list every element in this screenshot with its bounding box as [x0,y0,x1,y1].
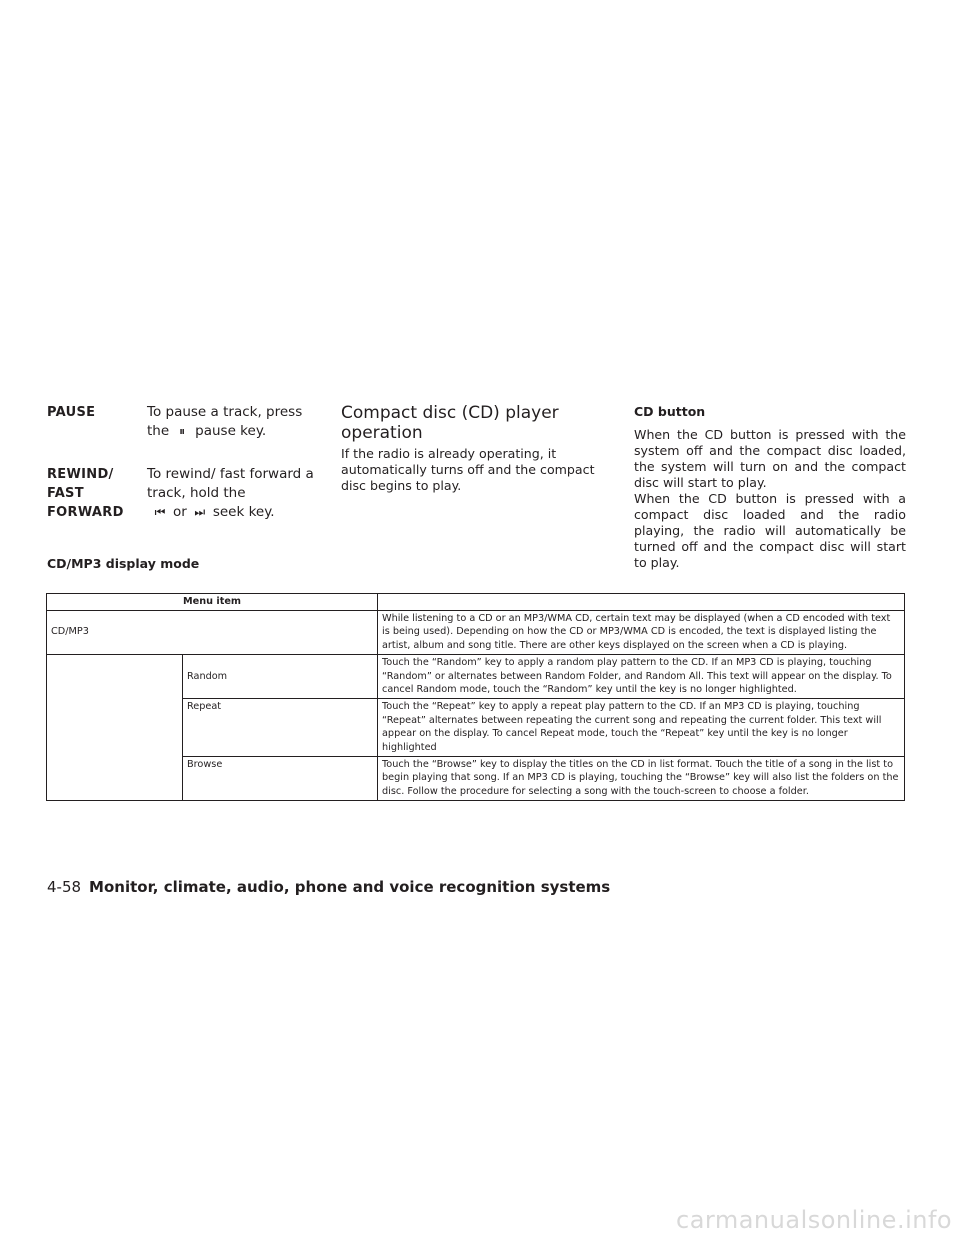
table-row [47,654,905,698]
pause-term [47,403,127,422]
seek-back-icon: ⏮ [154,505,166,519]
table-header-row [47,594,905,611]
description-cell: Touch the “Random” key to apply a random play pattern to the CD. If an MP3 CD is playing, touching “Random” or alternates between Random Folder, and Random All. This text will appear on the display. To cancel Random mode, touch the “Random” key until the key is no longer highlighted. [378,654,905,698]
definition-line [147,503,327,522]
menu-item-cell: CD/MP3 [47,610,378,654]
table-row [47,610,905,654]
header-cell: Menu item [47,594,378,611]
term-line: PAUSE [47,405,96,420]
submenu-cell: Repeat [183,698,378,756]
menu-item-cell [47,756,183,800]
section-intro: If the radio is already operating, it automatically turns off and the compact disc begins to play. [341,446,595,493]
description-cell: Touch the “Repeat” key to apply a repeat play pattern to the CD. If an MP3 CD is playing, touching “Repeat” alternates between repeating the current song and repeating the current folder. This text will appear on the display. To cancel Repeat mode, touch the “Repeat” key until the key is no longer highlighted [378,698,905,756]
pause-definition [147,403,327,441]
definition-text: or [173,504,187,520]
submenu-cell: Random [183,654,378,698]
pause-icon: ⏸ [179,424,186,438]
table-title: CD/MP3 display mode [47,556,200,571]
seek-forward-icon: ⏭ [194,505,206,519]
description-cell: While listening to a CD or an MP3/WMA CD, certain text may be displayed (when a CD encoded with text is being used). Depending on how the CD or MP3/WMA CD is encoded, the text is displayed listing the artist, album and song title. There are other keys displayed on the screen when a CD is playing. [378,610,905,654]
watermark-text: carmanualsonline.info [676,1206,953,1234]
cd-button-paragraph: When the CD button is pressed with a compact disc loaded and the radio playing, the radio will automatically be turned off and the compact disc will start to play. [634,491,906,570]
term-line: FAST [47,486,84,501]
menu-table [46,593,905,801]
term-line: REWIND/ [47,467,114,482]
description-cell: Touch the “Browse” key to display the titles on the CD in list format. Touch the title of a song in the list to begin playing that song. If an MP3 CD is playing, touching the “Browse” key will also list the folders on the disc. Follow the procedure for selecting a song with the touch-screen to choose a folder. [378,756,905,800]
page-footer [47,878,747,896]
section-heading: Compact disc (CD) player operation [341,403,559,443]
term-line: FORWARD [47,505,124,520]
header-cell [378,594,905,611]
page-number: 4-58 [47,878,82,896]
menu-item-cell [47,698,183,756]
menu-item-cell [47,654,183,698]
definition-line [147,403,312,441]
definition-text: seek key. [212,504,275,520]
submenu-cell: Browse [183,756,378,800]
table-row [47,756,905,800]
chapter-title: Monitor, climate, audio, phone and voice recognition systems [89,878,611,896]
rewind-term [47,465,137,522]
definition-text: pause key. [195,423,267,439]
rewind-definition [147,465,327,522]
cd-button-paragraph: When the CD button is pressed with the system off and the compact disc loaded, the system will turn on and the compact disc will start to play. [634,427,906,490]
definition-text: To rewind/ fast forward a track, hold the [147,466,314,501]
cd-button-heading: CD button [634,404,706,419]
definition-text: To pause a track, press the [147,404,303,439]
table-row [47,698,905,756]
